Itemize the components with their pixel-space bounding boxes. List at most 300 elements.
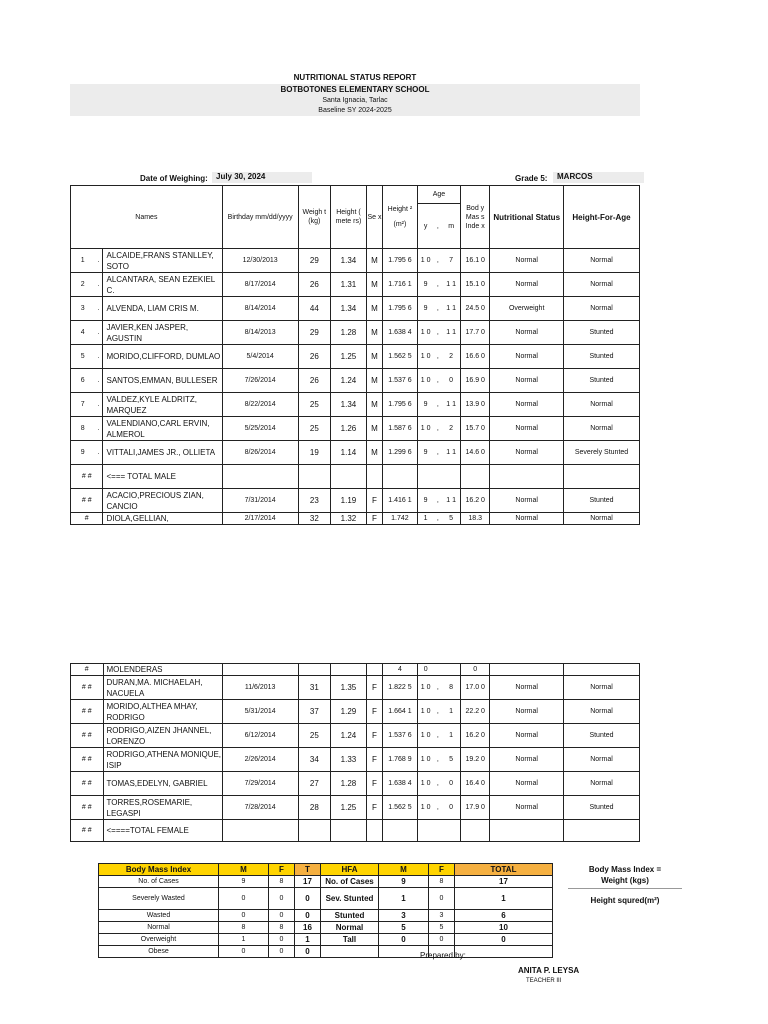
age-separator: , bbox=[434, 369, 443, 393]
header-height: Height ( mete rs) bbox=[331, 186, 367, 249]
weight-kg: 28 bbox=[298, 796, 331, 820]
student-name: ALVENDA, LIAM CRIS M. bbox=[103, 297, 222, 321]
height-for-age: Normal bbox=[564, 748, 640, 772]
age-years: 1 0 bbox=[417, 417, 433, 441]
summary-cell bbox=[321, 946, 379, 958]
height-m: 1.34 bbox=[331, 249, 367, 273]
row-number: 5 bbox=[71, 345, 95, 369]
height-squared: 1.537 6 bbox=[383, 724, 418, 748]
height-squared: 1.638 4 bbox=[383, 772, 418, 796]
age-years: 9 bbox=[417, 489, 433, 513]
student-name: DIOLA,GELLIAN, bbox=[103, 513, 222, 525]
summary-cell: 0 bbox=[295, 910, 321, 922]
total-female-label: <====TOTAL FEMALE bbox=[103, 820, 222, 842]
height-squared: 1.742 bbox=[383, 513, 418, 525]
height-for-age: Stunted bbox=[564, 489, 640, 513]
sex: F bbox=[366, 748, 382, 772]
summary-row bbox=[99, 910, 553, 922]
row-dot: . bbox=[94, 273, 103, 297]
weight-kg: 19 bbox=[298, 441, 331, 465]
age-separator: , bbox=[434, 489, 443, 513]
birthday: 8/14/2014 bbox=[222, 297, 298, 321]
summary-cell: 0 bbox=[219, 946, 269, 958]
nutritional-status: Normal bbox=[490, 700, 564, 724]
height-for-age: Normal bbox=[564, 700, 640, 724]
signatory-title: TEACHER III bbox=[526, 978, 562, 984]
summary-cell: 3 bbox=[429, 910, 455, 922]
height-squared: 1.664 1 bbox=[383, 700, 418, 724]
bmi-value: 16.2 0 bbox=[461, 489, 490, 513]
bmi-value: 16.2 0 bbox=[461, 724, 490, 748]
summary-cell: Wasted bbox=[99, 910, 219, 922]
student-name: ALCANTARA, SEAN EZEKIEL C. bbox=[103, 273, 222, 297]
age-separator: , bbox=[434, 417, 443, 441]
age-months: 5 bbox=[442, 513, 460, 525]
weight-kg: 23 bbox=[298, 489, 331, 513]
summary-cell: 0 bbox=[295, 946, 321, 958]
summary-cell: 0 bbox=[269, 888, 295, 910]
bmi-value: 0 bbox=[461, 664, 490, 676]
nutritional-status: Normal bbox=[490, 748, 564, 772]
header-age-months: m bbox=[442, 204, 460, 249]
row-number: # # bbox=[71, 748, 104, 772]
formula-divider bbox=[568, 888, 682, 889]
nutritional-status: Normal bbox=[490, 724, 564, 748]
sex: M bbox=[366, 369, 382, 393]
bmi-f-header: F bbox=[269, 864, 295, 876]
summary-cell: Severely Wasted bbox=[99, 888, 219, 910]
row-number: # # bbox=[71, 489, 103, 513]
row-dot: . bbox=[94, 441, 103, 465]
height-m: 1.28 bbox=[331, 321, 367, 345]
sex: F bbox=[366, 676, 382, 700]
bmi-m-header: M bbox=[219, 864, 269, 876]
total-male-row bbox=[71, 465, 640, 489]
student-name: VITTALI,JAMES JR., OLLIETA bbox=[103, 441, 222, 465]
summary-cell: 0 bbox=[295, 888, 321, 910]
weight-kg: 27 bbox=[298, 772, 331, 796]
nutritional-status: Normal bbox=[490, 796, 564, 820]
summary-cell: 0 bbox=[219, 888, 269, 910]
age-separator: , bbox=[434, 772, 443, 796]
birthday: 8/22/2014 bbox=[222, 393, 298, 417]
weight-kg: 25 bbox=[298, 417, 331, 441]
row-dot: . bbox=[94, 297, 103, 321]
height-for-age: Normal bbox=[564, 513, 640, 525]
row-number: # bbox=[71, 664, 104, 676]
summary-row bbox=[99, 946, 553, 958]
header-age-sep: , bbox=[434, 204, 443, 249]
student-name: MORIDO,CLIFFORD, DUMLAO bbox=[103, 345, 222, 369]
height-m: 1.26 bbox=[331, 417, 367, 441]
height-m: 1.25 bbox=[331, 796, 367, 820]
height-for-age: Stunted bbox=[564, 724, 640, 748]
age-months: 2 bbox=[442, 417, 460, 441]
summary-cell: 1 bbox=[295, 934, 321, 946]
summary-cell: 9 bbox=[379, 876, 429, 888]
summary-row bbox=[99, 888, 553, 910]
bmi-value: 14.6 0 bbox=[461, 441, 490, 465]
summary-cell: 8 bbox=[269, 876, 295, 888]
height-for-age: Stunted bbox=[564, 796, 640, 820]
age-months: 7 bbox=[442, 249, 460, 273]
age-separator: , bbox=[434, 676, 443, 700]
row-dot: . bbox=[94, 345, 103, 369]
nutritional-status: Normal bbox=[490, 676, 564, 700]
row-number: 1 bbox=[71, 249, 95, 273]
total-male-label: <=== TOTAL MALE bbox=[103, 465, 222, 489]
age-years: 1 0 bbox=[417, 724, 433, 748]
height-m: 1.35 bbox=[331, 676, 367, 700]
student-name: ACACIO,PRECIOUS ZIAN, CANCIO bbox=[103, 489, 222, 513]
sex: F bbox=[366, 489, 382, 513]
height-for-age: Normal bbox=[564, 249, 640, 273]
height-squared: 1.822 5 bbox=[383, 676, 418, 700]
summary-cell: 17 bbox=[455, 876, 553, 888]
summary-cell: 16 bbox=[295, 922, 321, 934]
nutritional-status: Normal bbox=[490, 513, 564, 525]
bmi-value: 16.4 0 bbox=[461, 772, 490, 796]
summary-cell: 6 bbox=[455, 910, 553, 922]
student-name: SANTOS,EMMAN, BULLESER bbox=[103, 369, 222, 393]
summary-cell: 0 bbox=[455, 934, 553, 946]
nutritional-status: Normal bbox=[490, 489, 564, 513]
student-row bbox=[71, 249, 640, 273]
student-name: RODRIGO,ATHENA MONIQUE, ISIP bbox=[103, 748, 222, 772]
age-separator: , bbox=[434, 513, 443, 525]
age-years: 1 0 bbox=[417, 345, 433, 369]
prepared-by-label: Prepared by: bbox=[420, 951, 466, 960]
nutritional-status: Normal bbox=[490, 417, 564, 441]
age-months: 0 bbox=[442, 772, 460, 796]
height-squared: 1.562 5 bbox=[383, 796, 418, 820]
summary-cell: 1 bbox=[455, 888, 553, 910]
age-months: 2 bbox=[442, 345, 460, 369]
summary-cell: Stunted bbox=[321, 910, 379, 922]
age-years: 9 bbox=[417, 273, 433, 297]
school-name: BOTBOTONES ELEMENTARY SCHOOL bbox=[280, 85, 430, 94]
sex: M bbox=[366, 297, 382, 321]
age-years: 1 0 bbox=[417, 676, 433, 700]
sex: F bbox=[366, 772, 382, 796]
age-months: 1 bbox=[442, 700, 460, 724]
summary-cell: 3 bbox=[379, 910, 429, 922]
age-months: 1 1 bbox=[442, 489, 460, 513]
report-header bbox=[70, 72, 640, 116]
bmi-value: 16.1 0 bbox=[461, 249, 490, 273]
weight-kg: 34 bbox=[298, 748, 331, 772]
sex: M bbox=[366, 321, 382, 345]
bmi-value: 16.9 0 bbox=[461, 369, 490, 393]
weight-kg: 31 bbox=[298, 676, 331, 700]
age-years: 1 0 bbox=[417, 249, 433, 273]
total-female-row bbox=[71, 820, 640, 842]
row-number: 9 bbox=[71, 441, 95, 465]
summary-cell: 0 bbox=[269, 910, 295, 922]
bmi-value: 22.2 0 bbox=[461, 700, 490, 724]
age-separator: , bbox=[434, 796, 443, 820]
nutritional-status: Normal bbox=[490, 249, 564, 273]
formula-line-1: Body Mass Index = bbox=[588, 865, 662, 874]
weight-kg: 37 bbox=[298, 700, 331, 724]
header-height-squared: Height ² (m²) bbox=[383, 186, 418, 249]
summary-row bbox=[99, 934, 553, 946]
height-m: 1.33 bbox=[331, 748, 367, 772]
age-months: 8 bbox=[442, 676, 460, 700]
age-years: 9 bbox=[417, 393, 433, 417]
row-number: 3 bbox=[71, 297, 95, 321]
row-dot: . bbox=[94, 249, 103, 273]
age-months: 1 1 bbox=[442, 321, 460, 345]
nutritional-status: Normal bbox=[490, 441, 564, 465]
bmi-value: 15.1 0 bbox=[461, 273, 490, 297]
height-m: 1.34 bbox=[331, 297, 367, 321]
weight-kg: 44 bbox=[298, 297, 331, 321]
student-row bbox=[71, 676, 640, 700]
nutritional-status: Normal bbox=[490, 321, 564, 345]
student-name: DURAN,MA. MICHAELAH, NACUELA bbox=[103, 676, 222, 700]
age-separator: , bbox=[434, 321, 443, 345]
row-number: # # bbox=[71, 820, 104, 842]
row-number: 4 bbox=[71, 321, 95, 345]
row-number: # # bbox=[71, 724, 104, 748]
row-number: # # bbox=[71, 676, 104, 700]
summary-cell: 17 bbox=[295, 876, 321, 888]
summary-cell bbox=[455, 946, 553, 958]
row-dot: . bbox=[94, 369, 103, 393]
student-row bbox=[71, 772, 640, 796]
summary-cell: 8 bbox=[219, 922, 269, 934]
sex: M bbox=[366, 393, 382, 417]
summary-cell: 1 bbox=[379, 888, 429, 910]
student-row bbox=[71, 321, 640, 345]
bmi-formula bbox=[560, 864, 690, 906]
age-separator: , bbox=[434, 748, 443, 772]
age-years: 1 0 bbox=[417, 772, 433, 796]
student-row bbox=[71, 724, 640, 748]
student-row bbox=[71, 297, 640, 321]
height-m: 1.34 bbox=[331, 393, 367, 417]
row-dot: . bbox=[94, 417, 103, 441]
bmi-value: 17.7 0 bbox=[461, 321, 490, 345]
header-height-for-age: Height-For-Age bbox=[564, 186, 640, 249]
student-name: TORRES,ROSEMARIE, LEGASPI bbox=[103, 796, 222, 820]
header-nutritional-status: Nutritional Status bbox=[490, 186, 564, 249]
height-squared: 1.795 6 bbox=[383, 393, 418, 417]
summary-row bbox=[99, 876, 553, 888]
student-name: VALDEZ,KYLE ALDRITZ, MARQUEZ bbox=[103, 393, 222, 417]
summary-cell: 0 bbox=[429, 934, 455, 946]
student-row bbox=[71, 417, 640, 441]
nutrition-table-bottom bbox=[70, 663, 640, 842]
header-bmi: Bod y Mas s Inde x bbox=[461, 186, 490, 249]
hfa-header: HFA bbox=[321, 864, 379, 876]
student-name: JAVIER,KEN JASPER, AGUSTIN bbox=[103, 321, 222, 345]
age-months: 1 1 bbox=[442, 297, 460, 321]
age-years: 9 bbox=[417, 441, 433, 465]
height-m: 1.32 bbox=[331, 513, 367, 525]
weight-kg: 32 bbox=[298, 513, 331, 525]
age-separator: , bbox=[434, 441, 443, 465]
height-for-age: Normal bbox=[564, 772, 640, 796]
school-band bbox=[70, 84, 640, 116]
summary-table bbox=[98, 863, 553, 958]
height-m: 1.25 bbox=[331, 345, 367, 369]
weight-kg: 26 bbox=[298, 273, 331, 297]
birthday: 11/6/2013 bbox=[222, 676, 298, 700]
height-m: 1.14 bbox=[331, 441, 367, 465]
age-years: 1 bbox=[417, 513, 433, 525]
summary-row bbox=[99, 922, 553, 934]
row-number: 7 bbox=[71, 393, 95, 417]
summary-cell: 0 bbox=[269, 934, 295, 946]
height-for-age: Normal bbox=[564, 676, 640, 700]
sex: F bbox=[366, 796, 382, 820]
summary-cell: Normal bbox=[99, 922, 219, 934]
bmi-value: 13.9 0 bbox=[461, 393, 490, 417]
birthday: 5/25/2014 bbox=[222, 417, 298, 441]
summary-header-row bbox=[99, 864, 553, 876]
birthday: 5/4/2014 bbox=[222, 345, 298, 369]
weight-kg: 26 bbox=[298, 369, 331, 393]
sex: M bbox=[366, 441, 382, 465]
summary-cell: 8 bbox=[269, 922, 295, 934]
bmi-value: 16.6 0 bbox=[461, 345, 490, 369]
sex: M bbox=[366, 417, 382, 441]
age-separator: , bbox=[434, 393, 443, 417]
age-months: 1 1 bbox=[442, 393, 460, 417]
summary-cell: 1 bbox=[219, 934, 269, 946]
formula-line-2: Weight (kgs) bbox=[601, 876, 649, 885]
weight-kg: 29 bbox=[298, 321, 331, 345]
birthday: 5/31/2014 bbox=[222, 700, 298, 724]
summary-cell: 5 bbox=[379, 922, 429, 934]
summary-cell: Tall bbox=[321, 934, 379, 946]
height-for-age: Normal bbox=[564, 417, 640, 441]
bmi-value: 24.5 0 bbox=[461, 297, 490, 321]
height-squared: 4 bbox=[383, 664, 418, 676]
summary-cell: 0 bbox=[379, 934, 429, 946]
sex: M bbox=[366, 249, 382, 273]
weight-kg: 26 bbox=[298, 345, 331, 369]
bmi-value: 17.0 0 bbox=[461, 676, 490, 700]
summary-cell: 8 bbox=[429, 876, 455, 888]
row-dot: . bbox=[94, 393, 103, 417]
student-row bbox=[71, 369, 640, 393]
student-row bbox=[71, 441, 640, 465]
student-row bbox=[71, 748, 640, 772]
height-for-age: Stunted bbox=[564, 369, 640, 393]
row-number: # # bbox=[71, 465, 103, 489]
height-for-age: Stunted bbox=[564, 321, 640, 345]
summary-cell: 10 bbox=[455, 922, 553, 934]
header-age: Age bbox=[417, 186, 460, 204]
height-squared: 1.537 6 bbox=[383, 369, 418, 393]
height-squared: 1.416 1 bbox=[383, 489, 418, 513]
bmi-value: 19.2 0 bbox=[461, 748, 490, 772]
sex: F bbox=[366, 513, 382, 525]
height-m: 1.29 bbox=[331, 700, 367, 724]
age-months: 0 bbox=[442, 796, 460, 820]
hfa-total-header: TOTAL bbox=[455, 864, 553, 876]
height-squared: 1.638 4 bbox=[383, 321, 418, 345]
age-separator: , bbox=[434, 345, 443, 369]
summary-cell: 0 bbox=[269, 946, 295, 958]
birthday: 7/29/2014 bbox=[222, 772, 298, 796]
student-row bbox=[71, 393, 640, 417]
student-name: TOMAS,EDELYN, GABRIEL bbox=[103, 772, 222, 796]
summary-cell: No. of Cases bbox=[99, 876, 219, 888]
height-m: 1.24 bbox=[331, 724, 367, 748]
header-names: Names bbox=[71, 186, 223, 249]
student-name: ALCAIDE,FRANS STANLLEY, SOTO bbox=[103, 249, 222, 273]
age-separator: , bbox=[434, 724, 443, 748]
birthday: 7/26/2014 bbox=[222, 369, 298, 393]
height-for-age: Normal bbox=[564, 273, 640, 297]
birthday: 2/17/2014 bbox=[222, 513, 298, 525]
report-title: NUTRITIONAL STATUS REPORT bbox=[293, 73, 417, 82]
row-number: 6 bbox=[71, 369, 95, 393]
age-months: 1 1 bbox=[442, 441, 460, 465]
summary-cell: 0 bbox=[429, 888, 455, 910]
nutrition-table-top bbox=[70, 185, 640, 525]
grade-label: Grade 5: bbox=[515, 174, 548, 183]
age-separator: , bbox=[434, 273, 443, 297]
nutritional-status: Normal bbox=[490, 273, 564, 297]
birthday: 12/30/2013 bbox=[222, 249, 298, 273]
summary-cell: Overweight bbox=[99, 934, 219, 946]
age-months: 1 1 bbox=[442, 273, 460, 297]
bmi-header: Body Mass Index bbox=[99, 864, 219, 876]
age-years: 1 0 bbox=[417, 796, 433, 820]
nutritional-status: Overweight bbox=[490, 297, 564, 321]
header-sex: Se x bbox=[366, 186, 382, 249]
height-squared: 1.795 6 bbox=[383, 297, 418, 321]
nutritional-status: Normal bbox=[490, 772, 564, 796]
summary-cell: 5 bbox=[429, 922, 455, 934]
nutritional-status: Normal bbox=[490, 369, 564, 393]
date-label: Date of Weighing: bbox=[140, 174, 208, 183]
height-m: 1.19 bbox=[331, 489, 367, 513]
height-squared: 1.716 1 bbox=[383, 273, 418, 297]
row-number: # # bbox=[71, 796, 104, 820]
nutritional-status: Normal bbox=[490, 393, 564, 417]
age-years: 1 0 bbox=[417, 321, 433, 345]
weight-kg: 25 bbox=[298, 393, 331, 417]
age-years: 1 0 bbox=[417, 748, 433, 772]
age-years: 9 bbox=[417, 297, 433, 321]
summary-cell: 0 bbox=[219, 910, 269, 922]
summary-cell: 9 bbox=[219, 876, 269, 888]
table-header-row bbox=[71, 186, 640, 204]
formula-line-3: Height squred(m²) bbox=[590, 896, 660, 905]
header-age-years: y bbox=[417, 204, 433, 249]
sex: M bbox=[366, 345, 382, 369]
student-row bbox=[71, 489, 640, 513]
hfa-f-header: F bbox=[429, 864, 455, 876]
birthday: 8/17/2014 bbox=[222, 273, 298, 297]
age-months: 5 bbox=[442, 748, 460, 772]
birthday: 8/14/2013 bbox=[222, 321, 298, 345]
student-row bbox=[71, 273, 640, 297]
birthday: 8/26/2014 bbox=[222, 441, 298, 465]
age-separator: , bbox=[434, 297, 443, 321]
sex: F bbox=[366, 724, 382, 748]
height-m: 1.24 bbox=[331, 369, 367, 393]
height-for-age: Normal bbox=[564, 297, 640, 321]
age-months: 0 bbox=[442, 369, 460, 393]
height-for-age: Normal bbox=[564, 393, 640, 417]
